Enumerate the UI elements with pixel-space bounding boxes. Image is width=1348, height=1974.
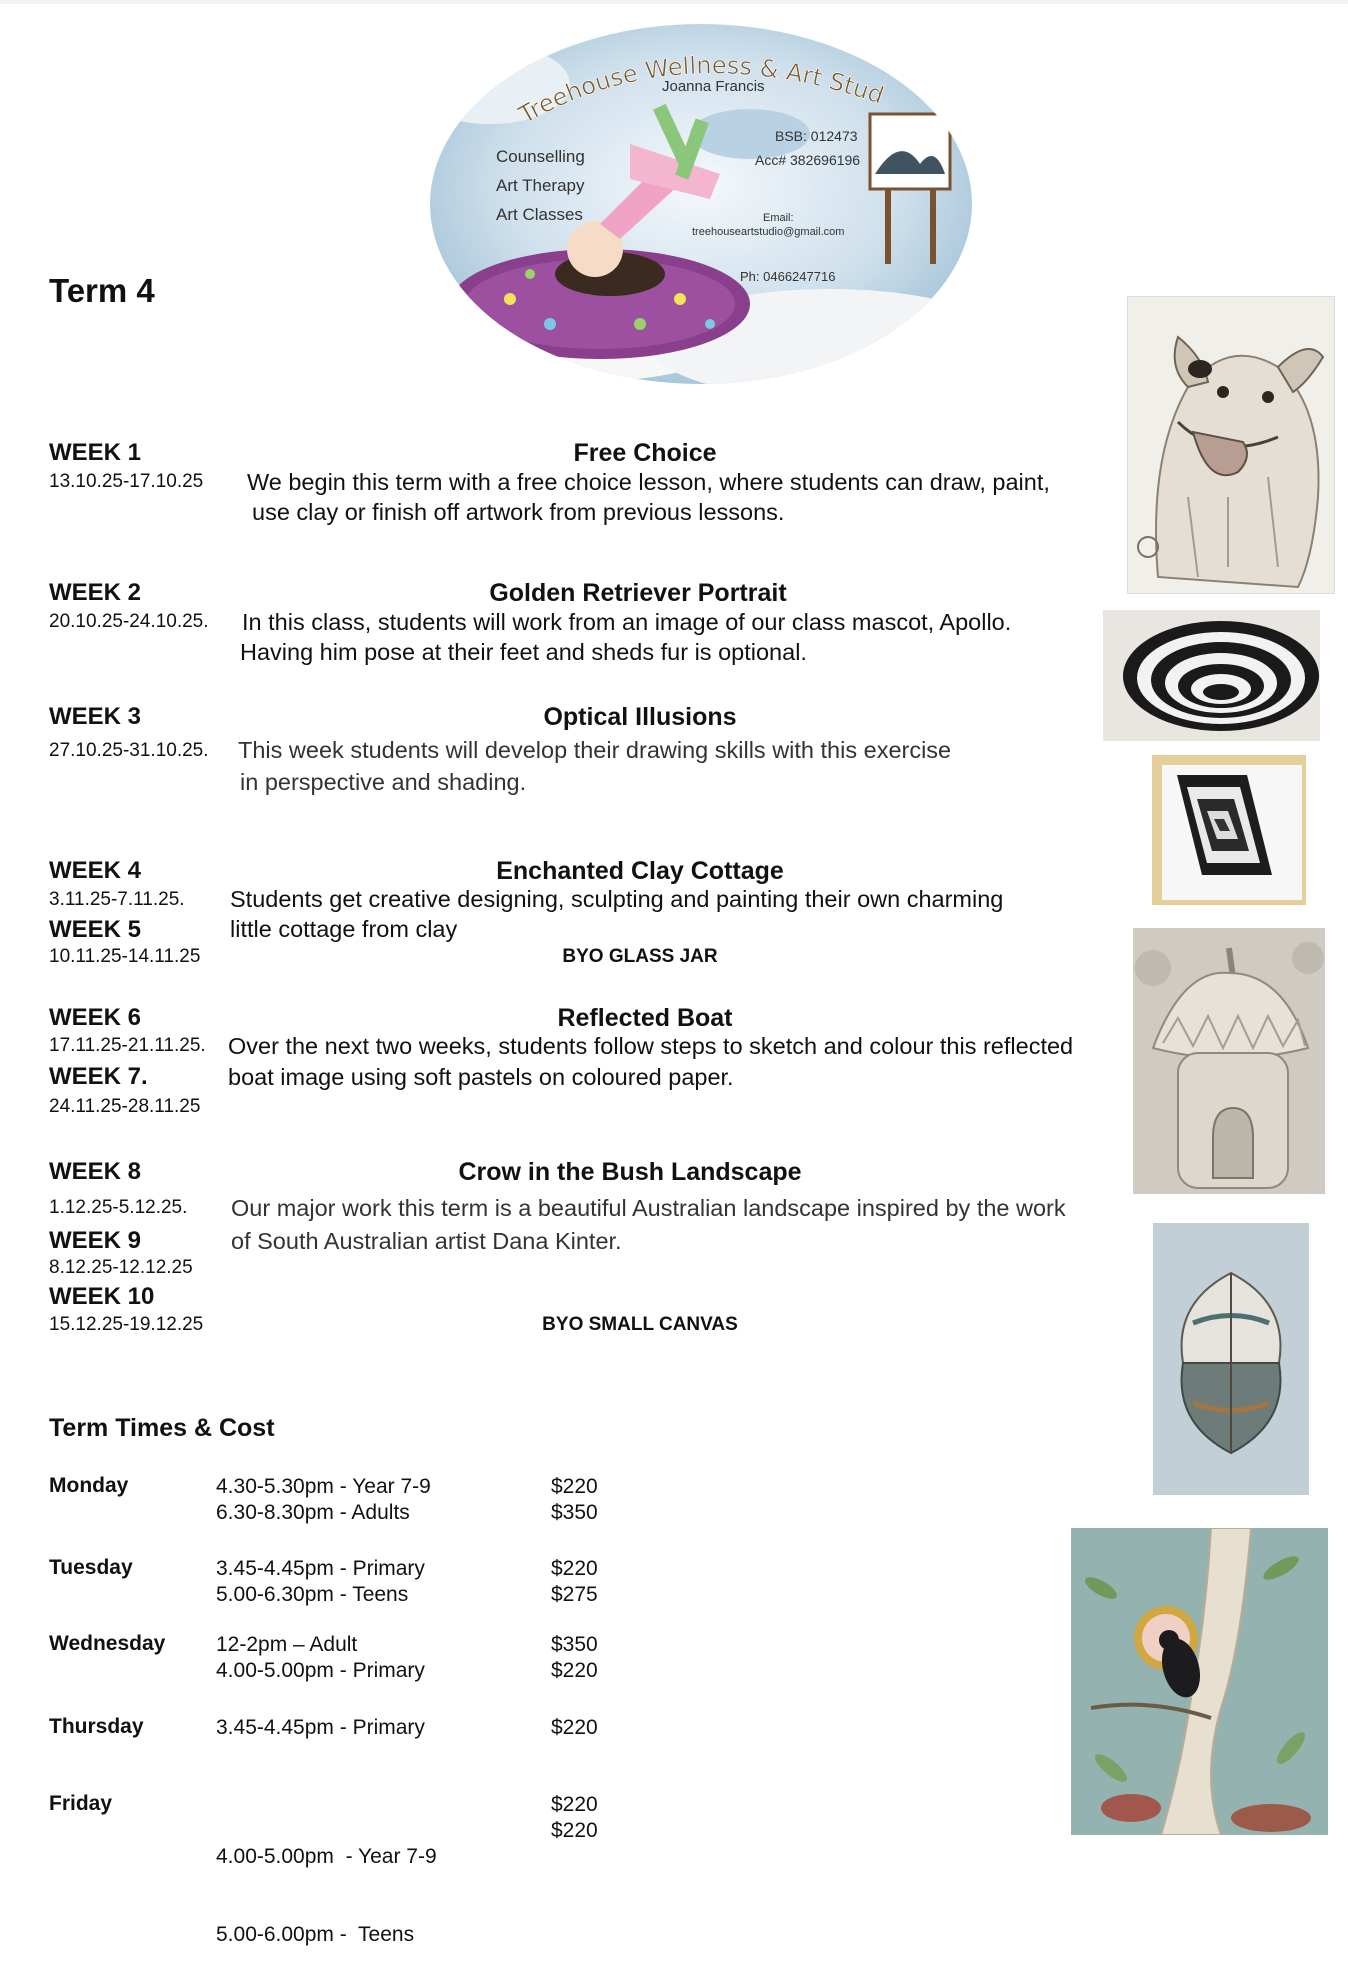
cost-section-title: Term Times & Cost xyxy=(49,1414,275,1442)
cost-price: $220 xyxy=(551,1557,598,1580)
logo-service: Counselling xyxy=(496,147,585,166)
lesson-line: of South Australian artist Dana Kinter. xyxy=(231,1228,622,1254)
week-dates: 13.10.25-17.10.25 xyxy=(49,471,204,492)
lesson-title: Crow in the Bush Landscape xyxy=(458,1158,802,1186)
cost-day: Wednesday xyxy=(49,1632,166,1655)
cost-prices xyxy=(551,1556,598,1608)
logo-email: treehouseartstudio@gmail.com xyxy=(692,226,845,238)
cost-day: Tuesday xyxy=(49,1556,133,1579)
studio-logo xyxy=(430,24,972,384)
lesson-line: in perspective and shading. xyxy=(240,769,527,795)
lesson-line: Over the next two weeks, students follow steps to sketch and colour this reflected xyxy=(228,1033,1074,1059)
lesson-title: Enchanted Clay Cottage xyxy=(496,857,784,885)
cost-slot: 6.30-8.30pm - Adults xyxy=(216,1501,410,1524)
week-label: WEEK 1 xyxy=(49,439,142,466)
cost-price: $220 xyxy=(551,1793,598,1816)
week-dates: 10.11.25-14.11.25 xyxy=(49,946,201,967)
week-dates: 24.11.25-28.11.25 xyxy=(49,1096,201,1117)
cost-prices xyxy=(551,1792,598,1844)
logo-owner: Joanna Francis xyxy=(662,78,765,95)
cost-slots xyxy=(216,1715,425,1741)
cost-slot: 5.00-6.00pm - Teens xyxy=(216,1923,415,1946)
cost-slot: 3.45-4.45pm - Primary xyxy=(216,1716,425,1739)
week-dates: 1.12.25-5.12.25. xyxy=(49,1197,188,1218)
week-label: WEEK 4 xyxy=(49,857,142,884)
cost-slots xyxy=(216,1474,431,1526)
cost-prices xyxy=(551,1632,598,1684)
logo-bsb: BSB: 012473 xyxy=(775,128,858,144)
lesson-line: boat image using soft pastels on coloured paper. xyxy=(228,1064,734,1090)
cost-price: $275 xyxy=(551,1583,598,1606)
lesson-description xyxy=(231,1192,1066,1258)
logo-service: Art Therapy xyxy=(496,176,585,195)
clay-cottage-image xyxy=(1133,928,1325,1194)
cost-day: Friday xyxy=(49,1792,113,1815)
cost-day: Thursday xyxy=(49,1715,144,1738)
cost-slots xyxy=(216,1632,425,1684)
cost-slot: 3.45-4.45pm - Primary xyxy=(216,1557,425,1580)
byo-note: BYO GLASS JAR xyxy=(562,946,718,967)
week-label: WEEK 6 xyxy=(49,1004,142,1031)
logo-services xyxy=(496,142,585,229)
golden-retriever-sketch-image xyxy=(1127,296,1335,594)
week-label: WEEK 10 xyxy=(49,1283,155,1310)
cost-price: $220 xyxy=(551,1819,598,1842)
week-dates: 3.11.25-7.11.25. xyxy=(49,889,185,910)
lesson-description xyxy=(228,1031,1073,1092)
week-dates: 27.10.25-31.10.25. xyxy=(49,740,209,761)
lesson-description xyxy=(242,607,1011,667)
cost-slots xyxy=(216,1556,425,1608)
lesson-title: Golden Retriever Portrait xyxy=(489,579,787,607)
optical-illusion-square-hole-image xyxy=(1152,755,1306,905)
logo-arc-text: Treehouse Wellness & Art Stud xyxy=(514,51,888,130)
lesson-line: We begin this term with a free choice lesson, where students can draw, paint, xyxy=(247,469,1050,495)
lesson-description xyxy=(230,884,1003,944)
cost-slot: 4.00-5.00pm - Year 7-9 xyxy=(216,1845,437,1868)
cost-slots xyxy=(216,1792,437,1974)
lesson-title: Reflected Boat xyxy=(557,1004,733,1032)
lesson-line: In this class, students will work from an image of our class mascot, Apollo. xyxy=(242,609,1012,635)
cost-slot: 5.00-6.30pm - Teens xyxy=(216,1583,409,1606)
cost-prices xyxy=(551,1715,598,1741)
week-dates: 8.12.25-12.12.25 xyxy=(49,1257,193,1278)
logo-service: Art Classes xyxy=(496,205,583,224)
lesson-line: Students get creative designing, sculpting and painting their own charming xyxy=(230,886,1004,912)
lesson-description xyxy=(247,467,1050,527)
cost-price: $350 xyxy=(551,1501,598,1524)
lesson-title: Optical Illusions xyxy=(543,703,737,731)
week-label: WEEK 8 xyxy=(49,1158,142,1185)
crow-in-bush-painting-image xyxy=(1071,1528,1328,1835)
week-label: WEEK 9 xyxy=(49,1227,142,1254)
lesson-line: little cottage from clay xyxy=(230,916,458,942)
logo-phone: Ph: 0466247716 xyxy=(740,269,836,284)
cost-slot: 4.00-5.00pm - Primary xyxy=(216,1659,425,1682)
cost-slot: 12-2pm – Adult xyxy=(216,1633,358,1656)
lesson-line: Our major work this term is a beautiful Australian landscape inspired by the work xyxy=(231,1195,1066,1221)
week-label: WEEK 7. xyxy=(49,1063,148,1090)
reflected-boat-image xyxy=(1153,1223,1309,1495)
week-label: WEEK 2 xyxy=(49,579,142,606)
lesson-line: This week students will develop their drawing skills with this exercise xyxy=(238,737,952,763)
optical-illusion-circles-image xyxy=(1103,610,1320,741)
cost-day: Monday xyxy=(49,1474,129,1497)
lesson-line: Having him pose at their feet and sheds fur is optional. xyxy=(240,639,807,665)
top-divider xyxy=(0,0,1348,4)
week-dates: 15.12.25-19.12.25 xyxy=(49,1314,204,1335)
term-title: Term 4 xyxy=(49,272,155,309)
logo-email-label: Email: xyxy=(763,212,794,224)
logo-acc: Acc# 382696196 xyxy=(755,152,861,168)
cost-price: $220 xyxy=(551,1659,598,1682)
cost-slot: 4.30-5.30pm - Year 7-9 xyxy=(216,1475,431,1498)
cost-price: $350 xyxy=(551,1633,598,1656)
cost-price: $220 xyxy=(551,1716,598,1739)
lesson-title: Free Choice xyxy=(573,439,717,467)
week-label: WEEK 3 xyxy=(49,703,142,730)
byo-note: BYO SMALL CANVAS xyxy=(542,1314,738,1335)
week-label: WEEK 5 xyxy=(49,916,142,943)
cost-prices xyxy=(551,1474,598,1526)
week-dates: 20.10.25-24.10.25. xyxy=(49,611,209,632)
week-dates: 17.11.25-21.11.25. xyxy=(49,1035,206,1056)
lesson-description xyxy=(238,734,951,798)
cost-price: $220 xyxy=(551,1475,598,1498)
lesson-line: use clay or finish off artwork from previous lessons. xyxy=(252,499,785,525)
